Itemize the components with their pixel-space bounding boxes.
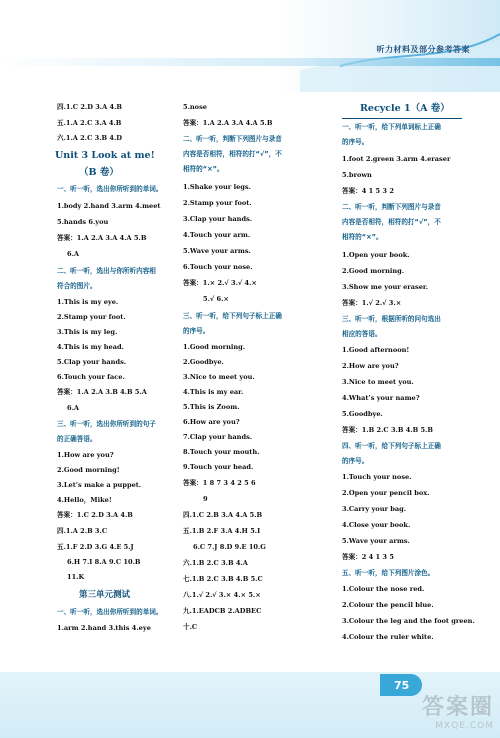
section-heading: 二、听一听，判断下列图片与录音 [183, 135, 282, 143]
answer-line: 答案：1.× 2.√ 3.√ 4.× [183, 279, 257, 287]
answer-line: 答案：1.B 2.C 3.B 4.B 5.B [342, 426, 433, 434]
answer-line: 11.K [67, 573, 85, 581]
answer-line: 四.1.C 2.D 3.A 4.B [57, 103, 122, 111]
watermark [422, 690, 494, 731]
section-heading: 五、听一听，给下列图片涂色。 [342, 569, 435, 577]
section-heading: 内容是否相符，相符的打“√”，不 [183, 150, 282, 158]
text-line: 3.Nice to meet you. [183, 373, 255, 381]
answer-line: 答案：1.A 2.A 3.A 4.A 5.B [57, 234, 147, 242]
answer-line: 五.1.A 2.C 3.A 4.B [57, 119, 122, 127]
answer-line: 5.√ 6.× [203, 295, 229, 303]
text-line: 1.foot 2.green 3.arm 4.eraser [342, 155, 451, 163]
answer-line: 四.1.C 2.B 3.A 4.A 5.B [183, 511, 263, 519]
text-line: 3.Carry your bag. [342, 505, 407, 513]
watermark-main: 答案圈 [421, 695, 494, 720]
text-line: 1.How are you? [57, 451, 114, 459]
text-line: 2.Stamp your foot. [183, 199, 252, 207]
answer-line: 答案：1.√ 2.√ 3.× [342, 299, 402, 307]
header-rule [0, 58, 500, 66]
section-heading: 一、听一听，给下列单词标上正确 [342, 123, 441, 131]
text-line: 4.What’s your name? [342, 394, 420, 402]
text-line: 2.How are you? [342, 362, 399, 370]
text-line: 4.Hello，Mike! [57, 496, 112, 504]
section-heading: 三、听一听，选出你所听到的句子 [57, 420, 156, 428]
section-heading: 一、听一听，选出你所听到的单词。 [57, 608, 163, 616]
text-line: 1.arm 2.hand 3.this 4.eye [57, 624, 151, 632]
text-line: 2.Open your pencil box. [342, 489, 430, 497]
text-line: 8.Touch your mouth. [183, 448, 260, 456]
answer-line: 七.1.B 2.C 3.B 4.B 5.C [183, 575, 263, 583]
text-line: 2.Good morning. [342, 267, 405, 275]
text-line: 5.Goodbye. [342, 410, 383, 418]
answer-line: 五.1.B 2.F 3.A 4.H 5.I [183, 527, 261, 535]
text-line: 4.This is my head. [57, 343, 124, 351]
section-heading: 相应的答语。 [342, 330, 382, 338]
section-heading: 二、听一听，选出与你所听内容相 [57, 267, 156, 275]
answer-line: 9 [203, 495, 208, 503]
text-line: 1.Colour the nose red. [342, 585, 425, 593]
text-line: 3.Nice to meet you. [342, 378, 414, 386]
answer-line: 六.1.A 2.C 3.B 4.D [57, 134, 122, 142]
section-heading: 的序号。 [342, 138, 369, 146]
answer-line: 九.1.EADCB 2.ADBEC [183, 607, 262, 615]
section-heading: 符合的图片。 [57, 282, 97, 290]
text-line: 1.Open your book. [342, 251, 410, 259]
section-heading: 三、听一听，根据所听的问句选出 [342, 315, 441, 323]
text-line: 3.Show me your eraser. [342, 283, 429, 291]
text-line: 6.How are you? [183, 418, 240, 426]
section-heading: 相符的“×”。 [342, 233, 383, 241]
text-line: 6.Touch your face. [57, 373, 125, 381]
answer-line: 答案：4 1 5 3 2 [342, 187, 394, 195]
text-line: 3.Let’s make a puppet. [57, 481, 142, 489]
section-heading: 二、听一听，判断下列图片与录音 [342, 203, 441, 211]
text-line: 3.Clap your hands. [183, 215, 253, 223]
text-line: 2.Stamp your foot. [57, 313, 126, 321]
text-line: 4.Touch your arm. [183, 231, 251, 239]
text-line: 4.Close your book. [342, 521, 411, 529]
text-line: 2.Goodbye. [183, 358, 224, 366]
text-line: 5.nose [183, 103, 207, 111]
section-heading: 的序号。 [183, 327, 210, 335]
unit-test-title: 第三单元测试 [79, 590, 131, 600]
watermark-sub: MXQE.COM [435, 721, 494, 731]
section-heading: 相符的“×”。 [183, 165, 224, 173]
answer-line: 6.A [67, 250, 79, 258]
answer-line: 答案：1.A 2.A 3.B 4.B 5.A [57, 388, 147, 396]
text-line: 3.Colour the leg and the foot green. [342, 617, 475, 625]
section-heading: 内容是否相符，相符的打“√”，不 [342, 218, 441, 226]
text-line: 1.This is my eye. [57, 298, 119, 306]
unit-title: Unit 3 Look at me! [55, 150, 155, 161]
section-heading: 的正确答语。 [57, 435, 97, 443]
answer-line: 答案：2 4 1 3 5 [342, 553, 394, 561]
section-heading: 一、听一听，选出你所听到的单词。 [57, 185, 163, 193]
answer-line: 八.1.√ 2.√ 3.× 4.× 5.× [183, 591, 261, 599]
text-line: 1.Touch your nose. [342, 473, 412, 481]
recycle-title: Recycle 1（A 卷） [360, 103, 450, 114]
text-line: 1.Shake your legs. [183, 183, 251, 191]
text-line: 1.Good afternoon! [342, 346, 410, 354]
answer-line: 6.C 7.J 8.D 9.E 10.G [193, 543, 266, 551]
text-line: 2.Good morning! [57, 466, 120, 474]
answer-line: 四.1.A 2.B 3.C [57, 527, 108, 535]
text-line: 5.hands 6.you [57, 218, 109, 226]
unit-subtitle: （B 卷） [79, 167, 119, 178]
answer-line: 答案：1 8 7 3 4 2 5 6 [183, 479, 256, 487]
header-title: 听力材料及部分参考答案 [376, 45, 470, 54]
text-line: 4.Colour the ruler white. [342, 633, 434, 641]
text-line: 5.Clap your hands. [57, 358, 127, 366]
section-heading: 四、听一听，给下列句子标上正确 [342, 442, 441, 450]
text-line: 5.brown [342, 171, 372, 179]
text-line: 5.Wave your arms. [342, 537, 410, 545]
answer-line: 答案：1.A 2.A 3.A 4.A 5.B [183, 119, 273, 127]
text-line: 2.Colour the pencil blue. [342, 601, 434, 609]
text-line: 4.This is my ear. [183, 388, 244, 396]
answer-line: 6.H 7.I 8.A 9.C 10.B [67, 558, 141, 566]
answer-line: 六.1.B 2.C 3.B 4.A [183, 559, 248, 567]
answer-line: 答案：1.C 2.D 3.A 4.B [57, 511, 133, 519]
text-line: 1.body 2.hand 3.arm 4.meet [57, 202, 161, 210]
answer-line: 五.1.F 2.D 3.G 4.E 5.J [57, 543, 134, 551]
text-line: 5.This is Zoom. [183, 403, 240, 411]
text-line: 7.Clap your hands. [183, 433, 253, 441]
section-heading: 的序号。 [342, 457, 369, 465]
page-number: 75 [394, 679, 410, 692]
text-line: 6.Touch your nose. [183, 263, 253, 271]
answer-line: 十.C [183, 623, 198, 631]
section-heading: 三、听一听，给下列句子标上正确 [183, 312, 282, 320]
text-line: 1.Good morning. [183, 343, 246, 351]
answer-line: 6.A [67, 404, 79, 412]
title-underline [342, 118, 462, 119]
text-line: 3.This is my leg. [57, 328, 118, 336]
text-line: 9.Touch your head. [183, 463, 254, 471]
text-line: 5.Wave your arms. [183, 247, 251, 255]
